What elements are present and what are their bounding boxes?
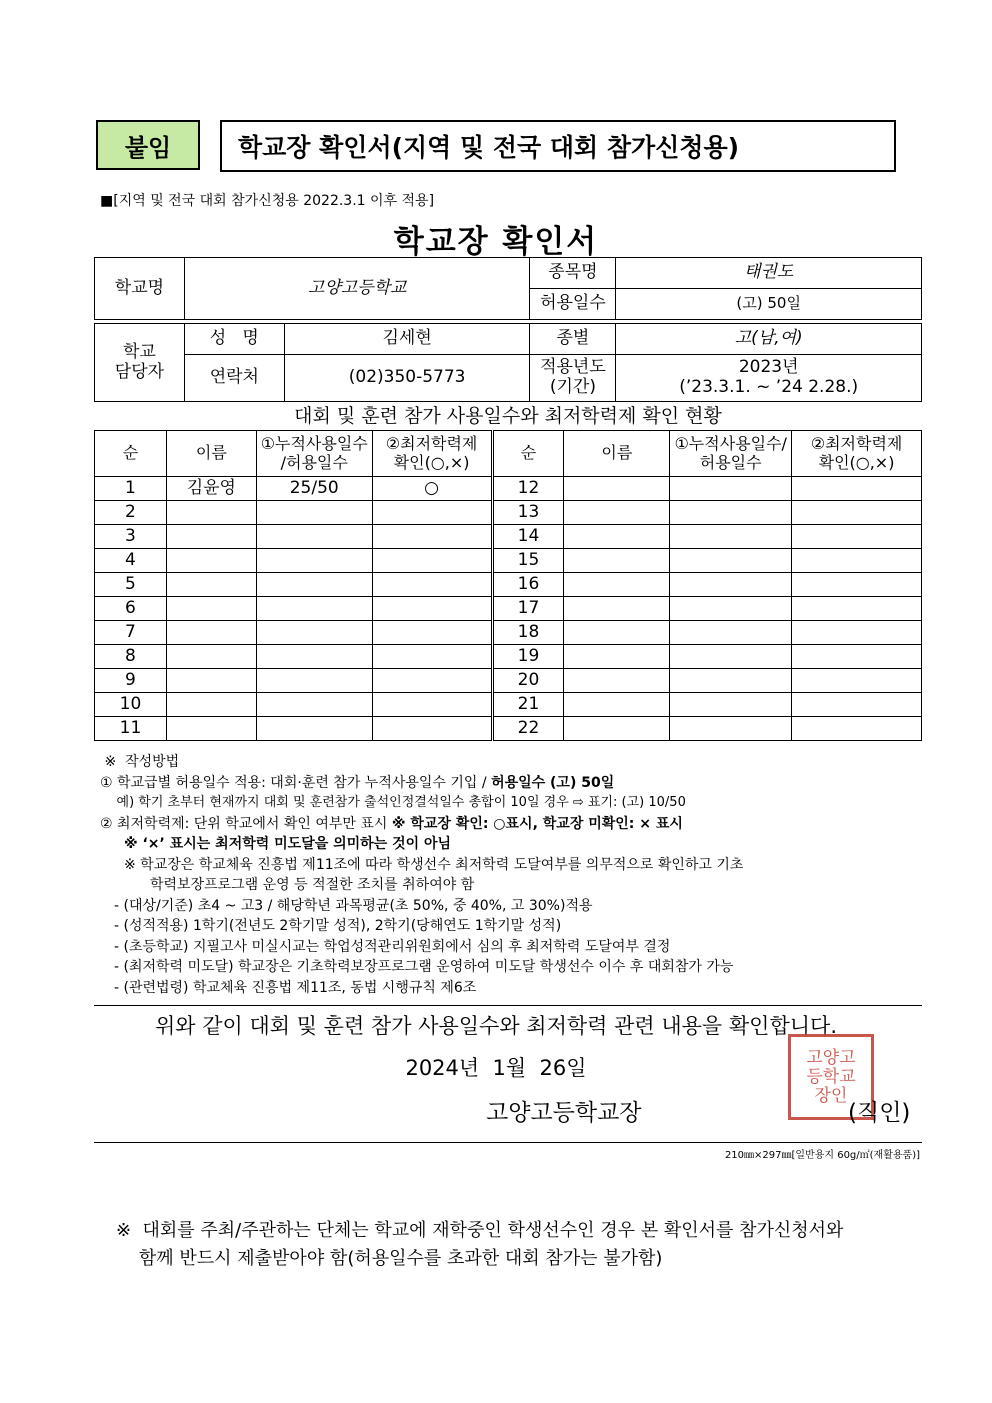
table-row — [95, 501, 922, 525]
row-check — [372, 669, 492, 693]
footer-note — [116, 1217, 916, 1273]
row-no: 5 — [95, 573, 167, 597]
attachment-tag-label: 붙임 — [124, 133, 172, 162]
table-row — [95, 597, 922, 621]
note-2 — [100, 814, 930, 835]
note-4: ※ 학교장은 학교체육 진흥법 제11조에 따라 학생선수 최저학력 도달여부를 의무적으로 확인하고 기초 — [124, 856, 744, 873]
row-days — [256, 693, 372, 717]
note-1 — [100, 773, 930, 794]
allowed-days-value: (고) 50일 — [616, 289, 922, 320]
row-check-right — [792, 645, 922, 669]
period-value: (’23.3.1. ~ ’24 2.28.) — [679, 377, 859, 397]
row-days-right — [670, 645, 792, 669]
row-name-right — [564, 501, 670, 525]
issue-date: 2024년 1월 26일 — [405, 1056, 587, 1080]
header-check-line2: 확인(○,×) — [393, 452, 470, 472]
row-check — [372, 573, 492, 597]
row-name-right — [564, 573, 670, 597]
row-no: 11 — [95, 717, 167, 741]
table-row — [95, 717, 922, 741]
header-days-right-line1: ①누적사용일수/ — [674, 434, 787, 454]
row-no: 10 — [95, 693, 167, 717]
row-days-right — [670, 501, 792, 525]
row-name-right — [564, 693, 670, 717]
header-no-right: 순 — [492, 431, 564, 477]
detail-1: - (대상/기준) 초4 ~ 고3 / 해당학년 과목평균(초 50%, 중 40%, 고 30%)적용 — [114, 897, 593, 914]
section-title: 대회 및 훈련 참가 사용일수와 최저학력제 확인 현황 — [294, 405, 722, 427]
name-label: 성 명 — [184, 324, 284, 355]
instructions — [100, 752, 930, 998]
row-name — [166, 645, 256, 669]
row-name-right — [564, 525, 670, 549]
document-title: 학교장 확인서 — [393, 224, 599, 260]
contact-label: 연락처 — [184, 355, 284, 402]
row-name — [166, 573, 256, 597]
row-name-right — [564, 549, 670, 573]
row-days — [256, 621, 372, 645]
row-no-right: 22 — [492, 717, 564, 741]
row-name-right — [564, 717, 670, 741]
row-name-right — [564, 477, 670, 501]
row-name — [166, 597, 256, 621]
principal-name: 고양고등학교장 — [486, 1100, 642, 1126]
row-name — [166, 693, 256, 717]
row-days-right — [670, 717, 792, 741]
bottom-divider — [94, 1142, 922, 1143]
row-check-right — [792, 693, 922, 717]
name-value: 김세현 — [284, 324, 530, 355]
header-check-right-line2: 확인(○,×) — [818, 452, 895, 472]
note-1-text: ① 학교급별 허용일수 적용: 대회·훈련 참가 누적사용일수 기입 / — [100, 774, 492, 791]
row-check — [372, 621, 492, 645]
row-no: 7 — [95, 621, 167, 645]
header-days-line1: ①누적사용일수 — [260, 434, 368, 454]
row-no: 3 — [95, 525, 167, 549]
detail-2: - (성적적용) 1학기(전년도 2학기말 성적), 2학기(당해연도 1학기말 성적) — [114, 918, 562, 934]
form-title-box — [220, 120, 896, 172]
row-check-right — [792, 525, 922, 549]
row-no-right: 17 — [492, 597, 564, 621]
row-check-right — [792, 549, 922, 573]
note-1-example: 예) 학기 초부터 현재까지 대회 및 훈련참가 출석인정결석일수 총합이 10일 경우 ⇨ 표기: (고) 10/50 — [100, 795, 686, 810]
row-no-right: 20 — [492, 669, 564, 693]
row-check — [372, 693, 492, 717]
year-label — [530, 355, 616, 402]
row-days — [256, 597, 372, 621]
row-no-right: 15 — [492, 549, 564, 573]
row-days — [256, 525, 372, 549]
row-days-right — [670, 549, 792, 573]
row-days — [256, 549, 372, 573]
row-no: 1 — [95, 477, 167, 501]
seal-label: (직인) — [848, 1100, 911, 1126]
row-days — [256, 669, 372, 693]
header-check-line1: ②최저학력제 — [385, 434, 478, 454]
row-no: 2 — [95, 501, 167, 525]
note-2-text: ② 최저학력제: 단위 학교에서 확인 여부만 표시 — [100, 815, 392, 832]
table-row — [95, 645, 922, 669]
header-days-line2: /허용일수 — [280, 452, 348, 472]
header-days-right — [670, 431, 792, 477]
footer-line2: 함께 반드시 제출받아야 함(허용일수를 초과한 대회 참가는 불가함) — [116, 1248, 663, 1269]
usage-table — [94, 430, 922, 741]
note-1-bold: 허용일수 (고) 50일 — [491, 774, 615, 791]
seal-text: 고양고등학교장인 — [806, 1047, 856, 1106]
year-value: 2023년 — [738, 357, 799, 378]
row-no: 8 — [95, 645, 167, 669]
row-days-right — [670, 693, 792, 717]
sport-label: 종목명 — [530, 258, 616, 289]
table-row — [95, 549, 922, 573]
row-days — [256, 717, 372, 741]
header-name: 이름 — [166, 431, 256, 477]
row-check: ○ — [372, 477, 492, 501]
row-check — [372, 525, 492, 549]
row-name-right — [564, 669, 670, 693]
manager-label — [95, 324, 185, 402]
subheading: ■[지역 및 전국 대회 참가신청용 2022.3.1 이후 적용] — [100, 193, 435, 209]
header-check — [372, 431, 492, 477]
row-name — [166, 501, 256, 525]
row-name — [166, 621, 256, 645]
row-days-right — [670, 477, 792, 501]
row-check-right — [792, 501, 922, 525]
attachment-tag — [96, 120, 200, 170]
row-days-right — [670, 621, 792, 645]
row-no-right: 14 — [492, 525, 564, 549]
table-row — [95, 693, 922, 717]
row-no-right: 19 — [492, 645, 564, 669]
type-label: 종별 — [530, 324, 616, 355]
row-no: 9 — [95, 669, 167, 693]
allowed-days-label: 허용일수 — [530, 289, 616, 320]
header-name-right: 이름 — [564, 431, 670, 477]
notes-heading: ※ 작성방법 — [100, 754, 180, 770]
confirmation-text: 위와 같이 대회 및 훈련 참가 사용일수와 최저학력 관련 내용을 확인합니다. — [154, 1014, 837, 1038]
row-no-right: 21 — [492, 693, 564, 717]
school-label: 학교명 — [95, 258, 185, 320]
info-table — [94, 257, 922, 402]
table-row — [95, 477, 922, 501]
detail-4: - (최저학력 미도달) 학교장은 기초학력보장프로그램 운영하여 미도달 학생선수 이수 후 대회참가 가능 — [114, 959, 734, 975]
table-header — [95, 431, 922, 477]
header-check-right-line1: ②최저학력제 — [810, 434, 903, 454]
row-days: 25/50 — [256, 477, 372, 501]
row-no-right: 12 — [492, 477, 564, 501]
note-2-bold: ※ 학교장 확인: ○표시, 학교장 미확인: × 표시 — [391, 815, 683, 832]
row-check — [372, 501, 492, 525]
detail-5: - (관련법령) 학교체육 진흥법 제11조, 동법 시행규칙 제6조 — [114, 979, 477, 996]
table-row — [95, 621, 922, 645]
row-check — [372, 549, 492, 573]
row-days-right — [670, 669, 792, 693]
row-days-right — [670, 525, 792, 549]
row-check-right — [792, 717, 922, 741]
year-label-line2: (기간) — [549, 377, 596, 397]
manager-label-line2: 담당자 — [114, 361, 165, 382]
row-name — [166, 549, 256, 573]
type-value: 고(남,여) — [616, 324, 922, 355]
row-days-right — [670, 573, 792, 597]
row-days-right — [670, 597, 792, 621]
footer-line1: ※ 대회를 주최/주관하는 단체는 학교에 재학중인 학생선수인 경우 본 확인서를 참가신청서와 — [116, 1220, 844, 1241]
row-check-right — [792, 669, 922, 693]
row-no: 6 — [95, 597, 167, 621]
row-check-right — [792, 573, 922, 597]
header-check-right — [792, 431, 922, 477]
row-name: 김윤영 — [166, 477, 256, 501]
paper-spec: 210㎜×297㎜[일반용지 60g/㎡(재활용품)] — [724, 1150, 920, 1161]
contact-value: (02)350-5773 — [284, 355, 530, 402]
header-no: 순 — [95, 431, 167, 477]
manager-label-line1: 학교 — [123, 341, 156, 362]
header-days-right-line2: 허용일수 — [699, 452, 762, 472]
table-row — [95, 669, 922, 693]
row-days — [256, 501, 372, 525]
table-row — [95, 525, 922, 549]
row-check — [372, 597, 492, 621]
row-no-right: 16 — [492, 573, 564, 597]
notes-divider — [94, 1005, 922, 1006]
row-no-right: 18 — [492, 621, 564, 645]
row-check-right — [792, 477, 922, 501]
note-4-cont: 학력보장프로그램 운영 등 적절한 조치를 취하여야 함 — [150, 877, 475, 893]
row-days — [256, 573, 372, 597]
year-value-cell — [616, 355, 922, 402]
row-check-right — [792, 621, 922, 645]
sport-value: 태권도 — [616, 258, 922, 289]
row-check — [372, 717, 492, 741]
row-name-right — [564, 645, 670, 669]
note-3: ※ ‘×’ 표시는 최저학력 미도달을 의미하는 것이 아님 — [124, 836, 452, 852]
row-no: 4 — [95, 549, 167, 573]
row-name — [166, 717, 256, 741]
table-row — [95, 573, 922, 597]
row-name — [166, 525, 256, 549]
row-name — [166, 669, 256, 693]
row-days — [256, 645, 372, 669]
row-name-right — [564, 597, 670, 621]
row-no-right: 13 — [492, 501, 564, 525]
header-days — [256, 431, 372, 477]
row-check-right — [792, 597, 922, 621]
row-check — [372, 645, 492, 669]
year-label-line1: 적용년도 — [540, 357, 606, 378]
school-value: 고양고등학교 — [184, 258, 530, 320]
detail-3: - (초등학교) 지필고사 미실시교는 학업성적관리위원회에서 심의 후 최저학력 도달여부 결정 — [114, 938, 671, 955]
row-name-right — [564, 621, 670, 645]
form-title: 학교장 확인서(지역 및 전국 대회 참가신청용) — [238, 133, 740, 162]
